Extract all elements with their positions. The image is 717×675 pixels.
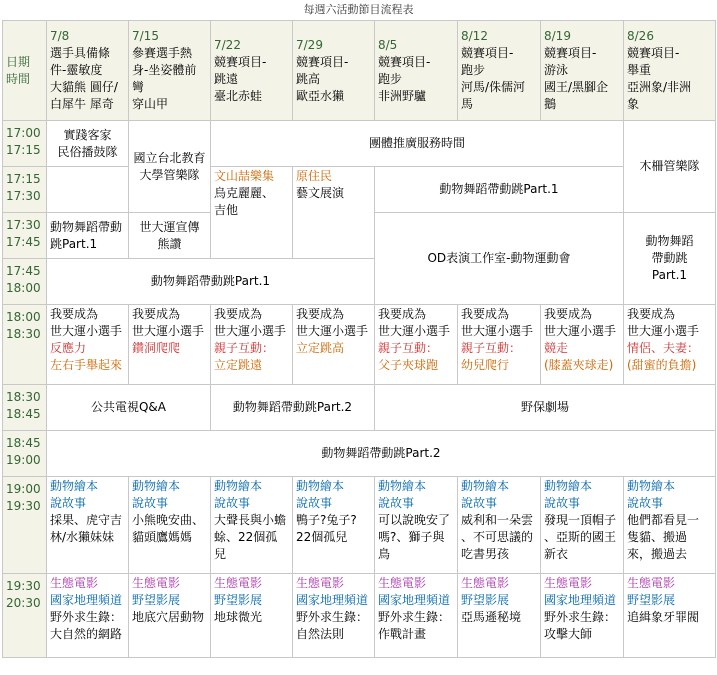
cell-1800-0722: [211, 305, 293, 385]
time-cell: [3, 431, 47, 477]
cell-1730-od: OD表演工作室-動物運動會: [375, 213, 624, 305]
header-line: 跳遠: [214, 71, 239, 86]
date-label: 7/29: [296, 37, 323, 52]
date-label: 8/26: [627, 29, 654, 43]
cell-1830-qa: 公共電視Q&A: [47, 385, 211, 431]
header-cell-0819: [541, 21, 624, 121]
cell-line: 作戰計畫: [378, 627, 427, 641]
header-cell-0812: [458, 21, 541, 121]
cell-line: 動物舞蹈帶動: [50, 219, 123, 234]
row-1800: [3, 305, 716, 385]
cell-line: 立定跳遠: [214, 358, 263, 372]
time-cell: [3, 305, 47, 385]
cell-line: 說故事: [214, 496, 251, 510]
header-line: 身-坐姿體前: [132, 63, 197, 77]
time-end: 18:00: [6, 281, 41, 295]
cell-line: 說故事: [296, 496, 333, 510]
row-1700: [3, 121, 716, 167]
date-label: 7/15: [132, 29, 159, 43]
row-1830: [3, 385, 716, 431]
cell-1730-0715: [129, 213, 211, 259]
cell-line: 自然法則: [296, 627, 345, 641]
cell-line: 說故事: [378, 496, 415, 510]
row-1715: [3, 167, 716, 213]
header-cell-0722: [211, 21, 293, 121]
header-line: 非洲野驢: [378, 88, 427, 103]
cell-1715-0722: [211, 167, 293, 259]
cell-1900-0826: [624, 477, 716, 574]
cell-line: 、亞斯的國王: [544, 530, 617, 544]
header-line: 件-靈敏度: [50, 63, 103, 77]
row-1900: [3, 477, 716, 574]
cell-line: 亞馬遜秘境: [461, 610, 522, 624]
cell-1800-0812: [458, 305, 541, 385]
header-line: 舉重: [627, 63, 652, 77]
cell-1730-0708: [47, 213, 129, 259]
cell-line: 野外求生錄：: [378, 610, 451, 624]
cell-line: 大自然的網路: [50, 627, 123, 641]
header-cell-0729: [293, 21, 375, 121]
date-label: 8/5: [378, 37, 398, 52]
cell-line: 生態電影: [296, 576, 345, 590]
schedule-table: [2, 20, 716, 658]
cell-line: 國家地理頻道: [544, 593, 617, 607]
time-start: 18:30: [6, 390, 41, 404]
cell-1900-0805: [375, 477, 458, 574]
cell-line: 動物繪本: [378, 479, 427, 493]
cell-line: 立定跳高: [296, 341, 345, 355]
cell-line: 採果、虎守吉: [50, 513, 123, 527]
cell-1930-0715: [129, 574, 211, 658]
date-label: 8/12: [461, 29, 488, 43]
time-cell: [3, 574, 47, 658]
header-line: 國王/黑腳企: [544, 80, 609, 94]
cell-line: 熊讚: [157, 236, 182, 251]
time-cell: [3, 213, 47, 259]
cell-line: 動物繪本: [132, 479, 181, 493]
header-line: 競賽項目-: [627, 46, 680, 60]
cell-line: 跳Part.1: [50, 236, 98, 251]
cell-1715-0729: [293, 167, 375, 259]
cell-line: 親子互動：: [214, 341, 275, 355]
cell-1900-0722: [211, 477, 293, 574]
date-label: 7/8: [50, 29, 70, 43]
cell-line: 大聲長與小蟾: [214, 513, 287, 527]
corner-time-label: 時間: [6, 71, 31, 86]
time-end: 17:30: [6, 189, 41, 203]
cell-1700-team-promo: 團體推廣服務時間: [211, 121, 624, 167]
cell-line: 發現一頂帽子: [544, 513, 617, 527]
time-start: 17:30: [6, 218, 41, 232]
cell-1830-yebao: 野保劇場: [375, 385, 716, 431]
header-line: 選手具備條: [50, 46, 111, 60]
cell-line: 我要成為: [296, 307, 345, 321]
cell-line: 小熊晚安曲、: [132, 513, 205, 527]
cell-line: 生態電影: [50, 576, 99, 590]
cell-line: 野外求生錄：: [544, 610, 617, 624]
time-end: 19:00: [6, 453, 41, 467]
cell-line: 我要成為: [461, 307, 510, 321]
time-end: 20:30: [6, 596, 41, 610]
header-line: 穿山甲: [132, 97, 169, 111]
cell-line: 世大運宣傳: [139, 219, 200, 234]
cell-line: 生態電影: [132, 576, 181, 590]
header-line: 大貓熊 圓仔/: [50, 80, 118, 94]
cell-line: Part.1: [651, 268, 688, 282]
header-line: 競賽項目-: [461, 46, 514, 60]
header-line: 馬: [461, 97, 474, 111]
cell-line: 動物繪本: [461, 479, 510, 493]
cell-line: 世大運小選手: [296, 324, 369, 338]
cell-line: 來，搬過去: [627, 547, 688, 561]
cell-line: 、不可思議的: [461, 530, 534, 544]
cell-line: 新衣: [544, 547, 569, 561]
header-line: 競賽項目-: [214, 54, 267, 69]
cell-line: 幼兒爬行: [461, 358, 510, 372]
cell-line: 攻擊大師: [544, 627, 593, 641]
cell-line: 左右手舉起來: [50, 358, 123, 372]
date-label: 7/22: [214, 37, 241, 52]
cell-line: 世大運小選手: [214, 324, 287, 338]
cell-1845-dance2: 動物舞蹈帶動跳Part.2: [47, 431, 716, 477]
cell-line: 野望影展: [132, 593, 181, 607]
header-line: 游泳: [544, 63, 569, 77]
cell-1930-0819: [541, 574, 624, 658]
time-end: 19:30: [6, 499, 41, 513]
cell-line: 生態電影: [214, 576, 263, 590]
cell-line: 野外求生錄：: [50, 610, 123, 624]
header-cell-0805: [375, 21, 458, 121]
cell-line: 世大運小選手: [544, 324, 617, 338]
cell-1930-0729: [293, 574, 375, 658]
cell-1900-0819: [541, 477, 624, 574]
cell-1930-0826: [624, 574, 716, 658]
header-line: 臺北赤蛙: [214, 88, 263, 103]
cell-line: 藝文展演: [296, 186, 345, 200]
cell-line: 野望影展: [461, 593, 510, 607]
header-line: 競賽項目-: [296, 54, 349, 69]
cell-line: 鑽洞爬爬: [132, 341, 181, 355]
cell-line: 我要成為: [214, 307, 263, 321]
time-start: 17:45: [6, 264, 41, 278]
row-1930: [3, 574, 716, 658]
corner-date-label: 日期: [6, 54, 31, 69]
header-line: 白犀牛 犀奇: [50, 97, 114, 111]
cell-line: 動物繪本: [544, 479, 593, 493]
cell-line: 我要成為: [544, 307, 593, 321]
cell-line: 動物繪本: [50, 479, 99, 493]
cell-line: (膝蓋夾球走): [544, 358, 614, 372]
time-cell: [3, 477, 47, 574]
time-end: 17:15: [6, 143, 41, 157]
cell-line: 吉他: [214, 203, 239, 217]
cell-line: 22個孤兒: [296, 530, 348, 544]
cell-line: 動物繪本: [214, 479, 263, 493]
header-line: 亞洲象/非洲: [627, 80, 692, 94]
time-start: 19:00: [6, 482, 41, 496]
time-end: 17:45: [6, 235, 41, 249]
cell-line: 烏克麗麗、: [214, 186, 275, 200]
cell-line: 國家地理頻道: [296, 593, 369, 607]
header-line: 跳高: [296, 71, 321, 86]
cell-line: 吃書男孩: [461, 547, 510, 561]
cell-line: 說故事: [50, 496, 87, 510]
cell-line: 親子互動：: [461, 341, 522, 355]
cell-line: 父子夾球跑: [378, 358, 439, 372]
cell-line: 隻貓、搬過: [627, 530, 688, 544]
cell-line: 鴨子?兔子?: [296, 513, 357, 527]
cell-line: 可以說晚安了: [378, 513, 451, 527]
cell-line: 兒: [214, 547, 227, 561]
corner-cell: [3, 21, 47, 121]
cell-line: 世大運小選手: [378, 324, 451, 338]
cell-1730-0826: [624, 213, 716, 305]
time-start: 18:45: [6, 436, 41, 450]
cell-1800-0715: [129, 305, 211, 385]
cell-1900-0729: [293, 477, 375, 574]
cell-line: 追緝象牙罪閥: [627, 610, 700, 624]
cell-1715-0708-empty: [47, 167, 129, 213]
cell-line: 野望影展: [214, 593, 263, 607]
header-line: 競賽項目-: [544, 46, 597, 60]
cell-1745-dance1: 動物舞蹈帶動跳Part.1: [47, 259, 375, 305]
cell-line: 世大運小選手: [627, 324, 700, 338]
cell-1700-0708: [47, 121, 129, 167]
header-line: 競賽項目-: [378, 54, 431, 69]
cell-line: 鳥: [378, 547, 391, 561]
cell-line: 國家地理頻道: [50, 593, 123, 607]
cell-line: 帶動跳: [651, 251, 688, 265]
cell-line: 他們都看見一: [627, 513, 700, 527]
cell-1700-0715: [129, 121, 211, 213]
cell-line: 生態電影: [378, 576, 427, 590]
cell-line: 反應力: [50, 341, 87, 355]
cell-line: 說故事: [461, 496, 498, 510]
header-line: 彎: [132, 80, 145, 94]
row-1845: [3, 431, 716, 477]
time-cell: [3, 385, 47, 431]
header-cell-0715: [129, 21, 211, 121]
cell-line: 我要成為: [378, 307, 427, 321]
cell-line: 原住民: [296, 169, 333, 183]
time-start: 19:30: [6, 579, 41, 593]
cell-line: 野望影展: [627, 593, 676, 607]
cell-line: 貓頭鷹媽媽: [132, 530, 193, 544]
cell-line: 世大運小選手: [461, 324, 534, 338]
header-line: 參賽選手熱: [132, 46, 193, 60]
header-cell-0708: [47, 21, 129, 121]
cell-1800-0805: [375, 305, 458, 385]
cell-1830-dance2: 動物舞蹈帶動跳Part.2: [211, 385, 375, 431]
header-line: 河馬/侏儒河: [461, 80, 526, 94]
time-end: 18:30: [6, 327, 41, 341]
cell-1800-0729: [293, 305, 375, 385]
cell-line: 生態電影: [461, 576, 510, 590]
cell-line: 世大運小選手: [132, 324, 205, 338]
page-title: 每週六活動節目流程表: [303, 3, 414, 16]
header-line: 鵝: [544, 97, 557, 111]
cell-line: 說故事: [132, 496, 169, 510]
cell-line: 嗎?、獅子與: [378, 530, 445, 544]
cell-1930-0805: [375, 574, 458, 658]
cell-1800-0708: [47, 305, 129, 385]
header-line: 跑步: [461, 63, 486, 77]
cell-line: (甜蜜的負擔): [627, 358, 697, 372]
cell-line: 世大運小選手: [50, 324, 123, 338]
cell-line: 情侶、夫妻：: [627, 341, 700, 355]
time-end: 18:45: [6, 407, 41, 421]
header-cell-0826: [624, 21, 716, 121]
cell-1700-0826: 木柵管樂隊: [624, 121, 716, 213]
cell-line: 蜍、22個孤: [214, 530, 278, 544]
cell-line: 動物舞蹈: [645, 234, 694, 248]
header-line: 歐亞水獺: [296, 88, 345, 103]
header-line: 跑步: [378, 71, 403, 86]
cell-1715-dance1: 動物舞蹈帶動跳Part.1: [375, 167, 624, 213]
cell-line: 林/水獺妹妹: [50, 530, 115, 544]
cell-1900-0715: [129, 477, 211, 574]
time-cell: [3, 259, 47, 305]
cell-line: 說故事: [544, 496, 581, 510]
cell-line: 實踐客家: [63, 127, 112, 142]
cell-line: 文山喆樂集: [214, 169, 275, 183]
cell-line: 動物繪本: [296, 479, 345, 493]
cell-line: 大學管樂隊: [139, 167, 200, 182]
cell-line: 我要成為: [50, 307, 99, 321]
cell-line: 競走: [544, 341, 569, 355]
cell-line: 說故事: [627, 496, 664, 510]
cell-line: 動物繪本: [627, 479, 676, 493]
cell-1930-0708: [47, 574, 129, 658]
header-line: 象: [627, 97, 640, 111]
cell-line: 生態電影: [627, 576, 676, 590]
header-row: [3, 21, 716, 121]
time-cell: [3, 121, 47, 167]
date-label: 8/19: [544, 29, 571, 43]
cell-line: 野外求生錄：: [296, 610, 369, 624]
cell-line: 生態電影: [544, 576, 593, 590]
cell-line: 我要成為: [627, 307, 676, 321]
cell-line: 地底穴居動物: [132, 610, 205, 624]
cell-1800-0819: [541, 305, 624, 385]
cell-1930-0722: [211, 574, 293, 658]
cell-line: 國立台北教育: [133, 150, 206, 165]
cell-line: 國家地理頻道: [378, 593, 451, 607]
cell-line: 我要成為: [132, 307, 181, 321]
cell-line: 地球微光: [214, 610, 263, 624]
cell-line: 親子互動：: [378, 341, 439, 355]
cell-line: 民俗播鼓隊: [57, 144, 118, 159]
cell-line: 威利和一朵雲: [461, 513, 534, 527]
time-start: 17:15: [6, 172, 41, 186]
time-start: 18:00: [6, 310, 41, 324]
cell-1900-0708: [47, 477, 129, 574]
cell-1800-0826: [624, 305, 716, 385]
cell-1930-0812: [458, 574, 541, 658]
time-start: 17:00: [6, 126, 41, 140]
time-cell: [3, 167, 47, 213]
cell-1900-0812: [458, 477, 541, 574]
